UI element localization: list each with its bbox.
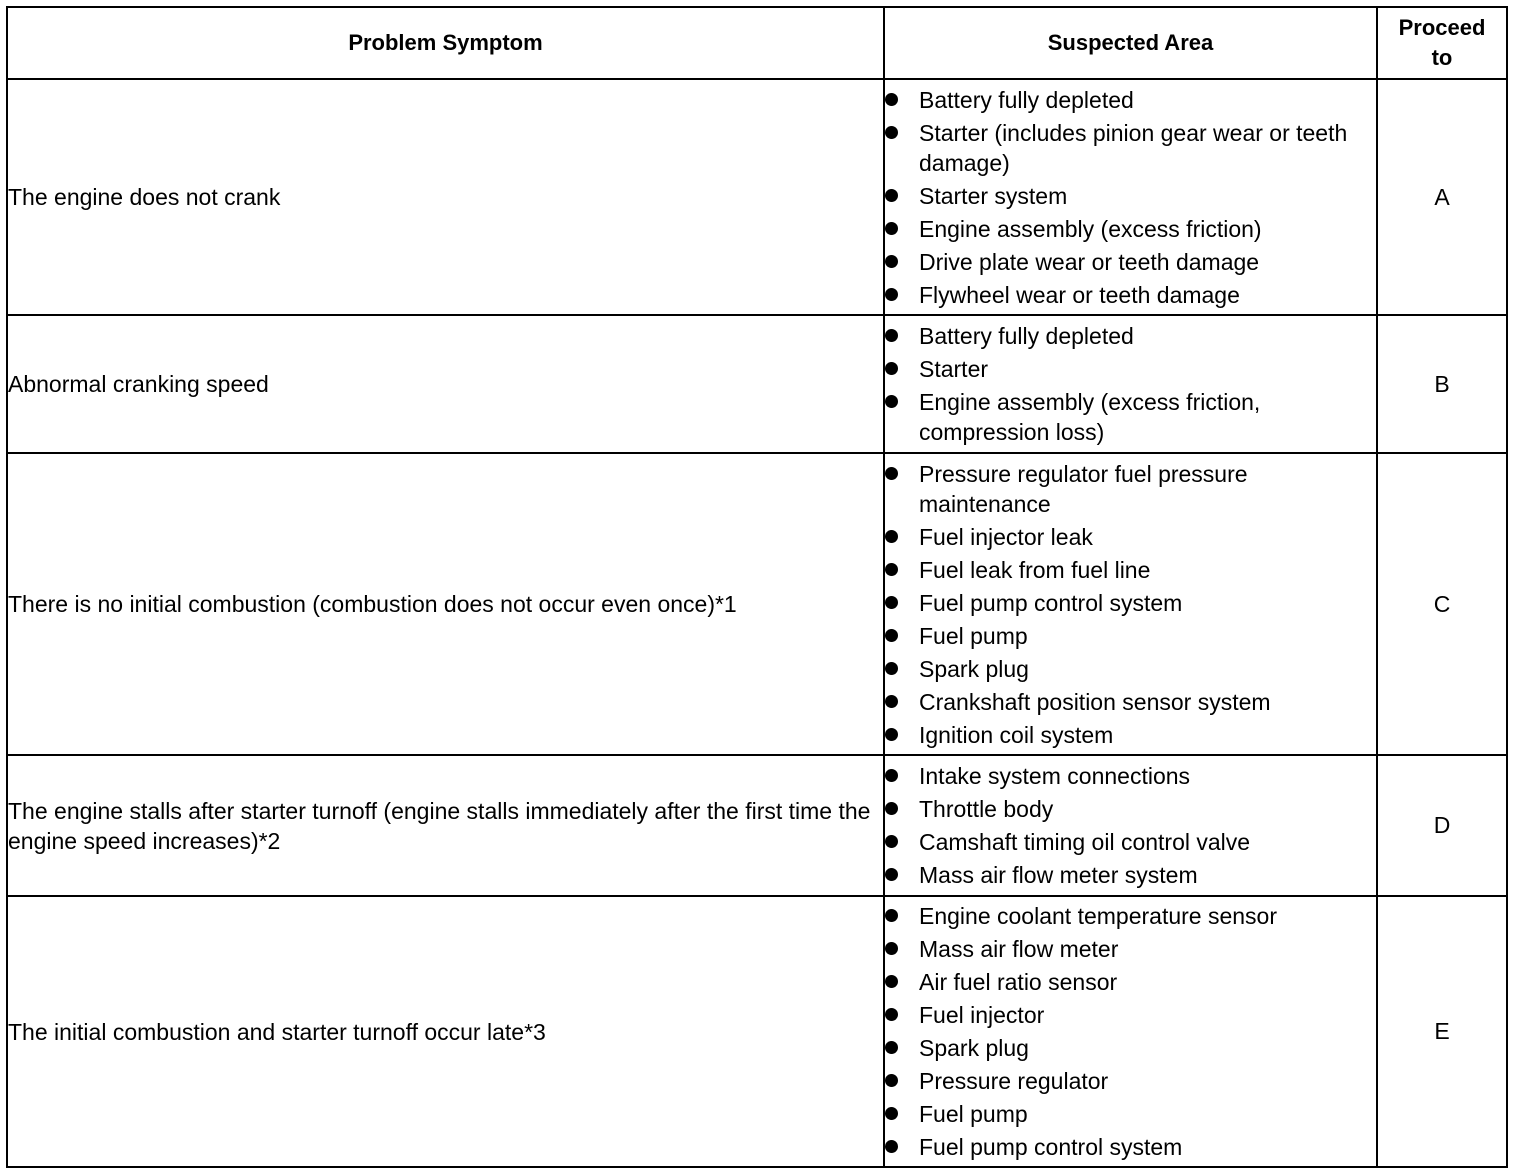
bullet-icon xyxy=(885,629,898,642)
area-text: Spark plug xyxy=(919,655,1029,682)
list-item xyxy=(885,934,1376,964)
suspected-area-cell xyxy=(884,79,1377,315)
area-text: Intake system connections xyxy=(919,763,1191,789)
area-text: Mass air flow meter system xyxy=(919,862,1198,888)
proceed-cell: C xyxy=(1377,453,1507,755)
bullet-icon xyxy=(885,835,898,848)
proceed-cell: E xyxy=(1377,896,1507,1167)
area-text: Battery fully depleted xyxy=(919,86,1134,113)
list-item xyxy=(885,85,1376,115)
table-row xyxy=(7,755,1507,896)
area-text: Mass air flow meter xyxy=(919,936,1119,962)
area-text: Pressure regulator xyxy=(919,1068,1109,1094)
bullet-icon xyxy=(885,769,898,782)
header-proceed-to xyxy=(1377,7,1507,79)
area-text: Air fuel ratio sensor xyxy=(919,969,1118,995)
list-item xyxy=(885,214,1376,244)
bullet-icon xyxy=(885,662,898,675)
suspected-area-cell xyxy=(884,896,1377,1167)
list-item xyxy=(885,1033,1376,1063)
area-text: Starter system xyxy=(919,182,1068,209)
list-item xyxy=(885,761,1376,791)
table-row xyxy=(7,79,1507,315)
list-item xyxy=(885,967,1376,997)
proceed-cell: D xyxy=(1377,755,1507,896)
list-item xyxy=(885,901,1376,931)
bullet-icon xyxy=(885,695,898,708)
header-row xyxy=(7,7,1507,79)
symptom-cell: The initial combustion and starter turnoff occur late*3 xyxy=(7,896,884,1167)
bullet-icon xyxy=(885,868,898,881)
suspected-area-list xyxy=(885,321,1376,447)
bullet-icon xyxy=(885,1140,898,1153)
area-text: Fuel pump xyxy=(919,622,1028,649)
list-item xyxy=(885,387,1376,447)
area-text: Drive plate wear or teeth damage xyxy=(919,248,1260,275)
table-row xyxy=(7,896,1507,1167)
suspected-area-list xyxy=(885,901,1376,1162)
symptom-cell: The engine stalls after starter turnoff (engine stalls immediately after the first time the engine speed increases)*2 xyxy=(7,755,884,896)
proceed-cell: B xyxy=(1377,315,1507,453)
list-item xyxy=(885,1099,1376,1129)
suspected-area-cell xyxy=(884,755,1377,896)
list-item xyxy=(885,860,1376,890)
bullet-icon xyxy=(885,362,898,375)
bullet-icon xyxy=(885,802,898,815)
header-problem-symptom: Problem Symptom xyxy=(7,7,884,79)
header-proceed-line2: to xyxy=(1431,45,1453,70)
list-item xyxy=(885,459,1376,519)
bullet-icon xyxy=(885,222,898,235)
bullet-icon xyxy=(885,942,898,955)
suspected-area-list xyxy=(885,459,1376,750)
bullet-icon xyxy=(885,93,898,106)
area-text: Engine assembly (excess friction) xyxy=(919,215,1262,242)
bullet-icon xyxy=(885,1041,898,1054)
bullet-icon xyxy=(885,395,898,408)
bullet-icon xyxy=(885,975,898,988)
bullet-icon xyxy=(885,189,898,202)
bullet-icon xyxy=(885,288,898,301)
bullet-icon xyxy=(885,126,898,139)
area-text: Fuel leak from fuel line xyxy=(919,556,1151,583)
area-text: Crankshaft position sensor system xyxy=(919,688,1271,715)
bullet-icon xyxy=(885,1107,898,1120)
area-text: Engine coolant temperature sensor xyxy=(919,903,1277,929)
table-row xyxy=(7,453,1507,755)
bullet-icon xyxy=(885,329,898,342)
list-item xyxy=(885,827,1376,857)
header-proceed-line1: Proceed xyxy=(1398,15,1486,40)
area-text: Pressure regulator fuel pressure maintenance xyxy=(919,460,1248,517)
area-text: Battery fully depleted xyxy=(919,323,1134,349)
table-row xyxy=(7,315,1507,453)
list-item xyxy=(885,118,1376,178)
area-text: Fuel pump control system xyxy=(919,589,1183,616)
area-text: Engine assembly (excess friction, compression loss) xyxy=(919,389,1261,445)
bullet-icon xyxy=(885,563,898,576)
bullet-icon xyxy=(885,909,898,922)
list-item xyxy=(885,1066,1376,1096)
area-text: Flywheel wear or teeth damage xyxy=(919,281,1240,308)
list-item xyxy=(885,794,1376,824)
bullet-icon xyxy=(885,530,898,543)
header-suspected-area: Suspected Area xyxy=(884,7,1377,79)
suspected-area-cell xyxy=(884,453,1377,755)
list-item xyxy=(885,1000,1376,1030)
bullet-icon xyxy=(885,596,898,609)
area-text: Camshaft timing oil control valve xyxy=(919,829,1251,855)
proceed-cell: A xyxy=(1377,79,1507,315)
area-text: Fuel pump xyxy=(919,1101,1028,1127)
bullet-icon xyxy=(885,1008,898,1021)
bullet-icon xyxy=(885,728,898,741)
area-text: Starter (includes pinion gear wear or teeth damage) xyxy=(919,119,1348,176)
bullet-icon xyxy=(885,467,898,480)
symptom-cell: Abnormal cranking speed xyxy=(7,315,884,453)
list-item xyxy=(885,555,1376,585)
symptom-cell: The engine does not crank xyxy=(7,79,884,315)
area-text: Throttle body xyxy=(919,796,1054,822)
list-item xyxy=(885,280,1376,310)
diagnosis-table xyxy=(6,6,1508,1168)
area-text: Fuel injector xyxy=(919,1002,1045,1028)
list-item xyxy=(885,247,1376,277)
list-item xyxy=(885,354,1376,384)
area-text: Spark plug xyxy=(919,1035,1029,1061)
area-text: Ignition coil system xyxy=(919,721,1114,748)
table-body xyxy=(7,79,1507,1167)
bullet-icon xyxy=(885,255,898,268)
suspected-area-list xyxy=(885,761,1376,890)
area-text: Fuel pump control system xyxy=(919,1134,1183,1160)
list-item xyxy=(885,1132,1376,1162)
list-item xyxy=(885,654,1376,684)
list-item xyxy=(885,321,1376,351)
bullet-icon xyxy=(885,1074,898,1087)
list-item xyxy=(885,588,1376,618)
suspected-area-cell xyxy=(884,315,1377,453)
list-item xyxy=(885,181,1376,211)
symptom-cell: There is no initial combustion (combustion does not occur even once)*1 xyxy=(7,453,884,755)
area-text: Starter xyxy=(919,356,989,382)
list-item xyxy=(885,522,1376,552)
list-item xyxy=(885,621,1376,651)
area-text: Fuel injector leak xyxy=(919,523,1093,550)
suspected-area-list xyxy=(885,85,1376,310)
list-item xyxy=(885,687,1376,717)
list-item xyxy=(885,720,1376,750)
